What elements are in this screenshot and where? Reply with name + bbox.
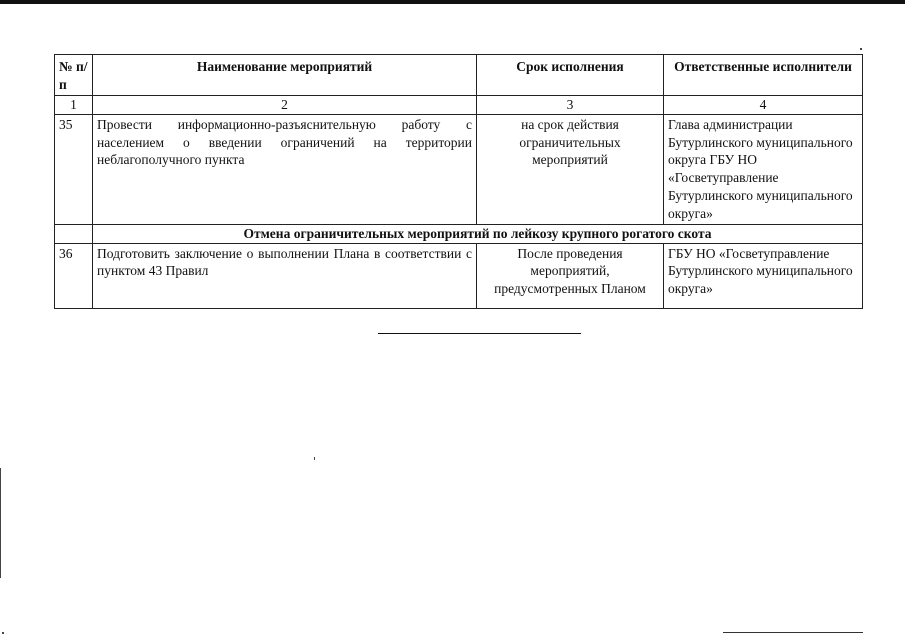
scan-speck	[860, 48, 862, 50]
column-number-row	[55, 95, 863, 114]
header-num: № п/п	[55, 55, 93, 96]
row-measure: Подготовить заключение о выполнении Плана в соответствии с пунктом 43 Правил	[93, 243, 477, 308]
row-measure: Провести информационно-разъяснительную работу с населением о введении ограничений на территории неблагополучного пункта	[93, 114, 477, 224]
column-number-2: 2	[93, 95, 477, 114]
row-num: 35	[55, 114, 93, 224]
section-title: Отмена ограничительных мероприятий по лейкозу крупного рогатого скота	[93, 224, 863, 243]
column-number-4: 4	[664, 95, 863, 114]
scan-margin-line	[0, 468, 1, 578]
footer-rule	[723, 632, 863, 633]
scan-speck	[314, 457, 315, 460]
column-number-3: 3	[477, 95, 664, 114]
top-page-border	[0, 0, 905, 4]
scan-speck	[2, 632, 4, 634]
row-responsible: ГБУ НО «Госветуправление Бутурлинского муниципального округа»	[664, 243, 863, 308]
section-row-num-cell	[55, 224, 93, 243]
header-name: Наименование мероприятий	[93, 55, 477, 96]
row-num: 36	[55, 243, 93, 308]
end-of-document-rule	[378, 333, 581, 334]
header-responsible: Ответственные исполнители	[664, 55, 863, 96]
header-row	[55, 55, 863, 96]
row-responsible: Глава администрации Бутурлинского муниципального округа ГБУ НО «Госветуправление Бутурлинского муниципального округа»	[664, 114, 863, 224]
section-row	[55, 224, 863, 243]
row-deadline: После проведения мероприятий, предусмотренных Планом	[477, 243, 664, 308]
row-deadline: на срок действия ограничительных мероприятий	[477, 114, 664, 224]
measures-table	[54, 54, 863, 309]
table-row	[55, 114, 863, 224]
header-deadline: Срок исполнения	[477, 55, 664, 96]
table-row	[55, 243, 863, 308]
column-number-1: 1	[55, 95, 93, 114]
